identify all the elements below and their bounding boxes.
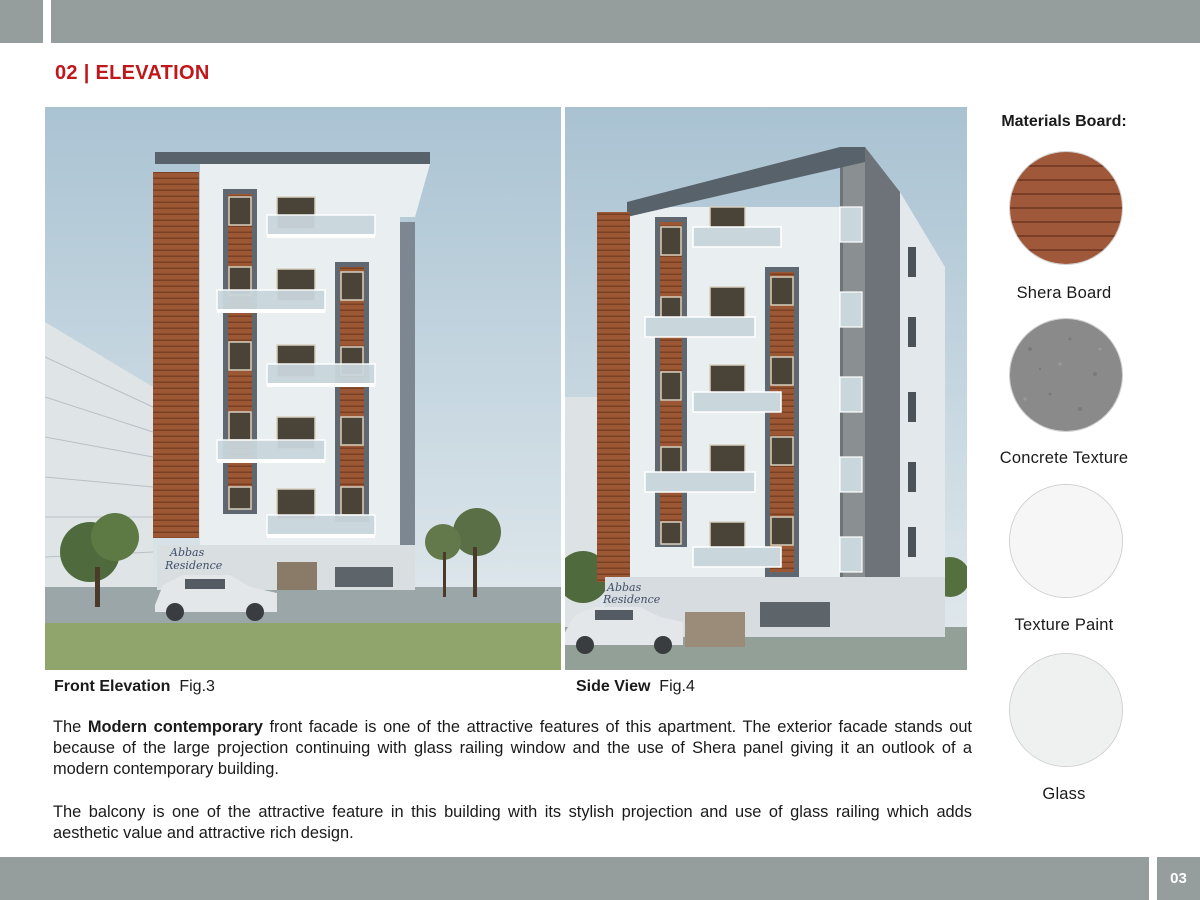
texture-paint-swatch [1009, 484, 1123, 598]
swatch-fill [1010, 485, 1122, 597]
concrete-texture-label: Concrete Texture [999, 449, 1129, 467]
glass-swatch [1009, 653, 1123, 767]
caption-figure-number: Fig.4 [659, 678, 695, 695]
para1-body: front facade is one of the attractive features of this apartment. The exterior facade stands out because of the large projection continuing with glass railing window and the use of Shera panel giving it an outlook of a modern contemporary building. [53, 718, 972, 778]
footer-bar [0, 857, 1149, 900]
signage-line2-side: Residence [603, 593, 661, 606]
side-view-image [565, 107, 967, 670]
materials-board-title: Materials Board: [1001, 113, 1127, 130]
front-elevation-caption [54, 678, 215, 696]
para1-emphasis: Modern contemporary [87, 718, 263, 736]
description-paragraph-1 [53, 717, 972, 780]
header-bar [51, 0, 1200, 43]
swatch-fill [1010, 319, 1122, 431]
caption-title: Side View [576, 678, 651, 695]
caption-title: Front Elevation [54, 678, 171, 695]
page-title: 02 | ELEVATION [55, 62, 210, 84]
header-bar-left [0, 0, 43, 43]
shera-board-swatch [1009, 151, 1123, 265]
front-elevation-image [45, 107, 561, 670]
side-view-caption [576, 678, 695, 696]
texture-paint-label: Texture Paint [1014, 616, 1114, 634]
concrete-texture-swatch [1009, 318, 1123, 432]
description-paragraph-2: The balcony is one of the attractive feature in this building with its stylish projection and use of glass railing which adds aesthetic value and attractive rich design. [53, 803, 972, 842]
glass-label: Glass [1042, 785, 1086, 803]
page-number: 03 [1170, 870, 1187, 887]
caption-figure-number: Fig.3 [179, 678, 215, 695]
signage-line1-side: Abbas [607, 581, 642, 594]
swatch-fill [1010, 654, 1122, 766]
signage-line1-front: Abbas [170, 546, 205, 559]
shera-board-label: Shera Board [1016, 284, 1112, 302]
para1-prefix: The [53, 718, 88, 736]
signage-line2-front: Residence [165, 559, 223, 572]
